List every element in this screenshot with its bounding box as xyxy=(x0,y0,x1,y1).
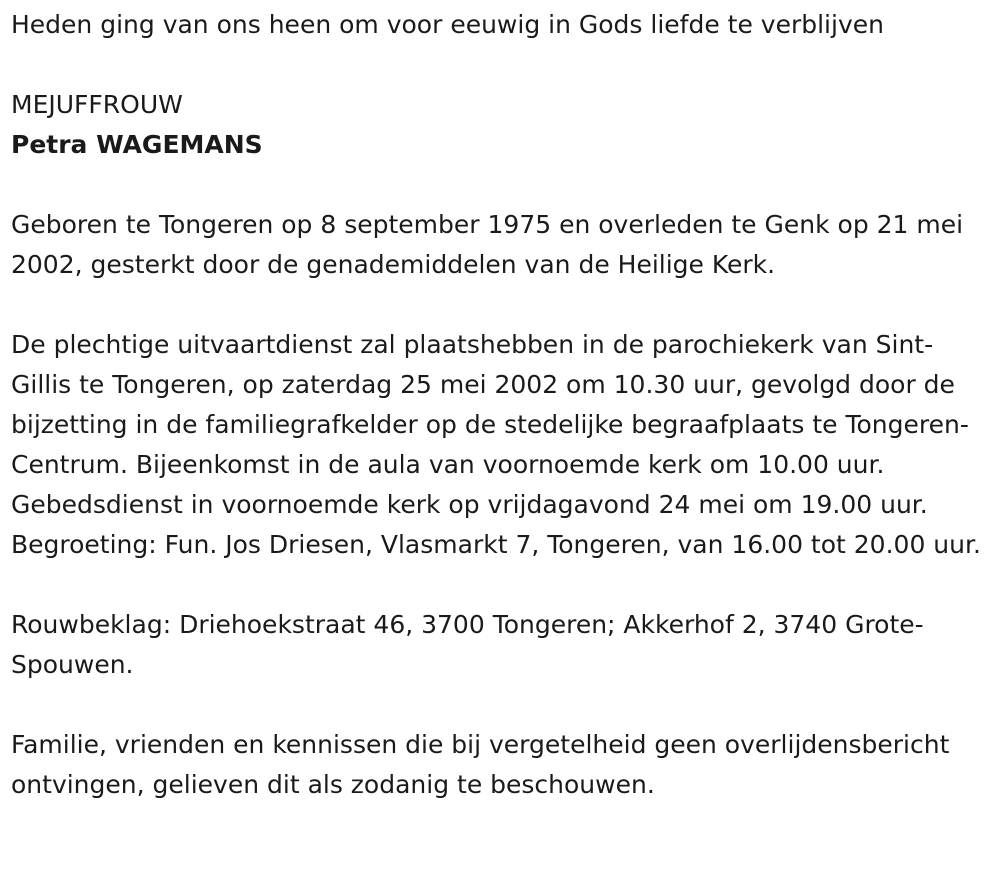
deceased-name: Petra WAGEMANS xyxy=(11,130,263,159)
condolences-paragraph: Rouwbeklag: Driehoekstraat 46, 3700 Tongeren; Akkerhof 2, 3740 Grote-Spouwen. xyxy=(11,610,924,679)
intro-line: Heden ging van ons heen om voor eeuwig in Gods liefde te verblijven xyxy=(11,10,884,39)
closing-paragraph: Familie, vrienden en kennissen die bij vergetelheid geen overlijdensbericht ontvingen, gelieven dit als zodanig te beschouwen. xyxy=(11,730,950,799)
funeral-paragraph: De plechtige uitvaartdienst zal plaatshebben in de parochiekerk van Sint-Gillis te Tongeren, op zaterdag 25 mei 2002 om 10.30 uur, gevolgd door de bijzetting in de familiegrafkelder op de stedelijke begraafplaats te Tongeren-Centrum. Bijeenkomst in de aula van voornoemde kerk om 10.00 uur. Gebedsdienst in voornoemde kerk op vrijdagavond 24 mei om 19.00 uur. Begroeting: Fun. Jos Driesen, Vlasmarkt 7, Tongeren, van 16.00 tot 20.00 uur. xyxy=(11,330,981,559)
birth-death-paragraph: Geboren te Tongeren op 8 september 1975 en overleden te Genk op 21 mei 2002, gesterkt door de genademiddelen van de Heilige Kerk. xyxy=(11,210,964,279)
honorific-title: MEJUFFROUW xyxy=(11,90,183,119)
obituary-notice xyxy=(11,5,986,805)
